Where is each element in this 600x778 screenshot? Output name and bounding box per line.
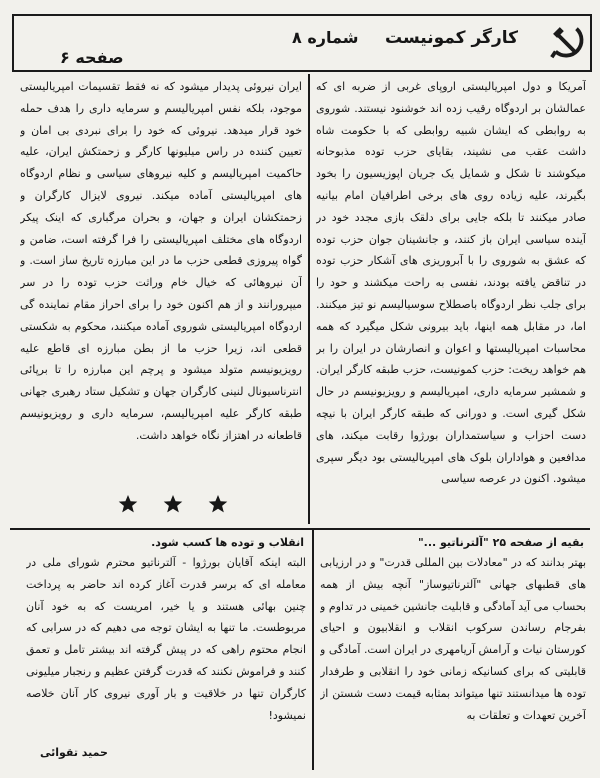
star-icon — [118, 494, 138, 514]
article-right-column: آمریکا و دول امپریالیستی اروپای غربی از ضربه ای که عمالشان بر اردوگاه رقیب زده اند خوشنود نیستند. شوروی به روابطی که ایشان شبیه روابطی که با حکومت شاه داشت عقب می نشیند، بقایای حزب توده مذبوحانه میکوشند تا شکل و شمایل یک جریان اپوزیسیون را بخود بگیرند، علیه زیاده روی های برخی اطرافیان امام بیانیه صادر میکنند تا بلکه جایی برای دلقک بازی مجدد خود در آینده سیاسی ایران باز کنند، و جانشینان جوان حزب توده که عشق به شوروی را با آبروریزی های آشکار حزب توده در تناقض یافته بودند، نفسی به راحت میکشند و حود را برای جلب نظر اردوگاه باصطلاح سوسیالیسم نو تیز میکنند. اما، در مقابل همه اینها، باید بیرونی شکل میگیرد که همه محاسبات امپریالیستها و اعوان و انصارشان در ایران را بر هم خواهد ریخت: حزب کمونیست، حزب طبقه کارگر ایران. و شمشیر سرمایه داری، امپریالیسم و رویزیونیسم در حال شکل گیری است. و دورانی که طبقه کارگر ایران با نیچه دست احزاب و سیاستمداران بورژوا رقابت میکند، های مدافعین و هواداران بلوک های امپریالیستی بود دیگر سپری میشود. اکنون در عرصه سیاسی — [316, 80, 586, 486]
bottom-left-heading: انقلاب و توده ها کسب شود. — [151, 536, 304, 549]
bottom-left-column: البته اینکه آقایان بورژوا - آلترناتیو محترم شورای ملی در معامله ای که برسر قدرت آغاز کرده اند حاضر به پرداخت چنین بهائی هستند و یا خیر، امریست که به خود آنان مربوطست. ما تنها به ایشان توجه می دهیم که در سرابی که انجام محتوم راهی که در پیش گرفته اند بیشتر تامل و تعمق کنند و فراموش نکنند که قدرت گرفتن عظیم و رنجبار میلیونی کارگران تنها در خلاقیت و بار آوری نیروی کار آنان خلاصه نمیشود! — [26, 556, 306, 722]
bottom-right-column: بهتر بدانند که در "معادلات بین المللی قدرت" و در ارزیابی های قطبهای جهانی "آلترناتیوساز" آنچه بیش از همه بحساب می آید آمادگی و قابلیت جانشین خمینی در تداوم و بفرجام رساندن سرکوب انقلاب و انقلابیون و احیای کورستان نیات و آرامش آریامهری در ایران است. آمادگی و قابلیتی که برای کسانیکه زمانی خود را انقلابی و طرفدار توده ها میدانستند تنها میتواند بمثابه قیمت دست شستن از آخرین تعهدات و تعلقات به — [320, 556, 586, 722]
column-divider-bottom — [312, 530, 314, 770]
column-divider — [308, 74, 310, 524]
hammer-sickle-icon — [548, 22, 586, 62]
page-number: صفحه ۶ — [60, 48, 124, 67]
page-header — [12, 14, 590, 70]
section-end-stars — [118, 494, 228, 522]
publication-name: کارگر کمونیست — [385, 28, 518, 48]
section-divider — [10, 528, 590, 530]
author-signature: حمید تقوائی — [40, 746, 108, 759]
issue-number: شماره ۸ — [292, 28, 359, 47]
star-icon — [208, 494, 228, 514]
star-icon — [163, 494, 183, 514]
article-left-column: ایران نیروئی پدیدار میشود که نه فقط تقسیمات امپریالیستی موجود، بلکه نفس امپریالیسم و سرمایه داری را هدف حمله خود قرار میدهد. نیروئی که خود را برای نبردی بی امان و تعیین کننده در راس میلیونها کارگر و زحمتکش ایران، علیه حاکمیت امپریالیسم و کلیه نیروهای سیاسی و نظام اردوگاه های امپریالیستی آماده میکند. نیروی لایزال کارگران و زحمتکشان ایران و جهان، و بحران مرگباری که اینک پیکر اردوگاه های مختلف امپریالیستی را فرا گرفته است، ضامن و گواه پیروزی قطعی حزب ما در این مبارزه تاریخ ساز است. و آن نیروهائی که خیال خام وراثت حزب توده را در سر میپرورانند و از هم اکنون خود را برای احراز مقام نماینده گی اردوگاه امپریالیستی شوروی آماده میکنند، محکوم به شکستی قطعی اند، زیرا حزب ما از بطن مبارزه ای قاطع علیه رویزیونیسم متولد میشود و پرچم این مبارزه را تا برپائی انترناسیونال لنینی کارگران جهان و تشکیل ستاد رهبری جهانی طبقه کارگر علیه امپریالیسم، سرمایه داری و رویزیونیسم قاطعانه در اهتزاز نگاه خواهد داشت. — [20, 80, 302, 442]
continuation-heading: بقیه از صفحه ۲۵ "آلترناتیو ..." — [417, 536, 584, 549]
